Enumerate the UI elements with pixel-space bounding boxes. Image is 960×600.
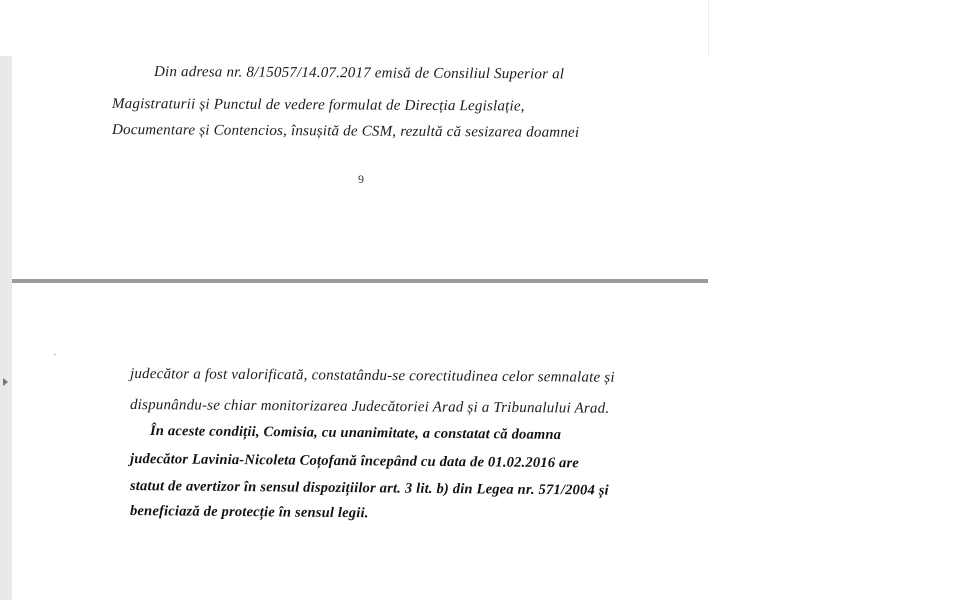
viewer-background bbox=[708, 0, 960, 600]
text-line: judecător a fost valorificată, constatându-se corectitudinea celor semnalate și bbox=[129, 366, 615, 386]
page-edge bbox=[708, 0, 709, 56]
document-page-10 bbox=[12, 283, 708, 600]
text-line-bold: statut de avertizor în sensul dispozițiilor art. 3 lit. b) din Legea nr. 571/2004 și bbox=[129, 478, 609, 499]
document-page-9 bbox=[12, 0, 708, 279]
document-viewer[interactable] bbox=[12, 0, 708, 600]
text-line-bold: judecător Lavinia-Nicoleta Coțofană începând cu data de 01.02.2016 are bbox=[129, 451, 580, 472]
text-line-bold: În aceste condiții, Comisia, cu unanimitate, a constatat că doamna bbox=[149, 423, 562, 443]
text-line-bold: beneficiază de protecție în sensul legii. bbox=[129, 503, 369, 522]
expand-arrow-icon[interactable] bbox=[3, 378, 8, 386]
page-number: 9 bbox=[358, 172, 364, 186]
text-line: dispunându-se chiar monitorizarea Judecătoriei Arad și a Tribunalului Arad. bbox=[129, 397, 610, 417]
scan-speck bbox=[54, 354, 56, 355]
text-line: Documentare și Contencios, însușită de CSM, rezultă că sesizarea doamnei bbox=[111, 122, 580, 141]
text-line: Magistraturii și Punctul de vedere formulat de Direcția Legislație, bbox=[111, 96, 525, 115]
text-line: Din adresa nr. 8/15057/14.07.2017 emisă de Consiliul Superior al bbox=[153, 64, 565, 83]
